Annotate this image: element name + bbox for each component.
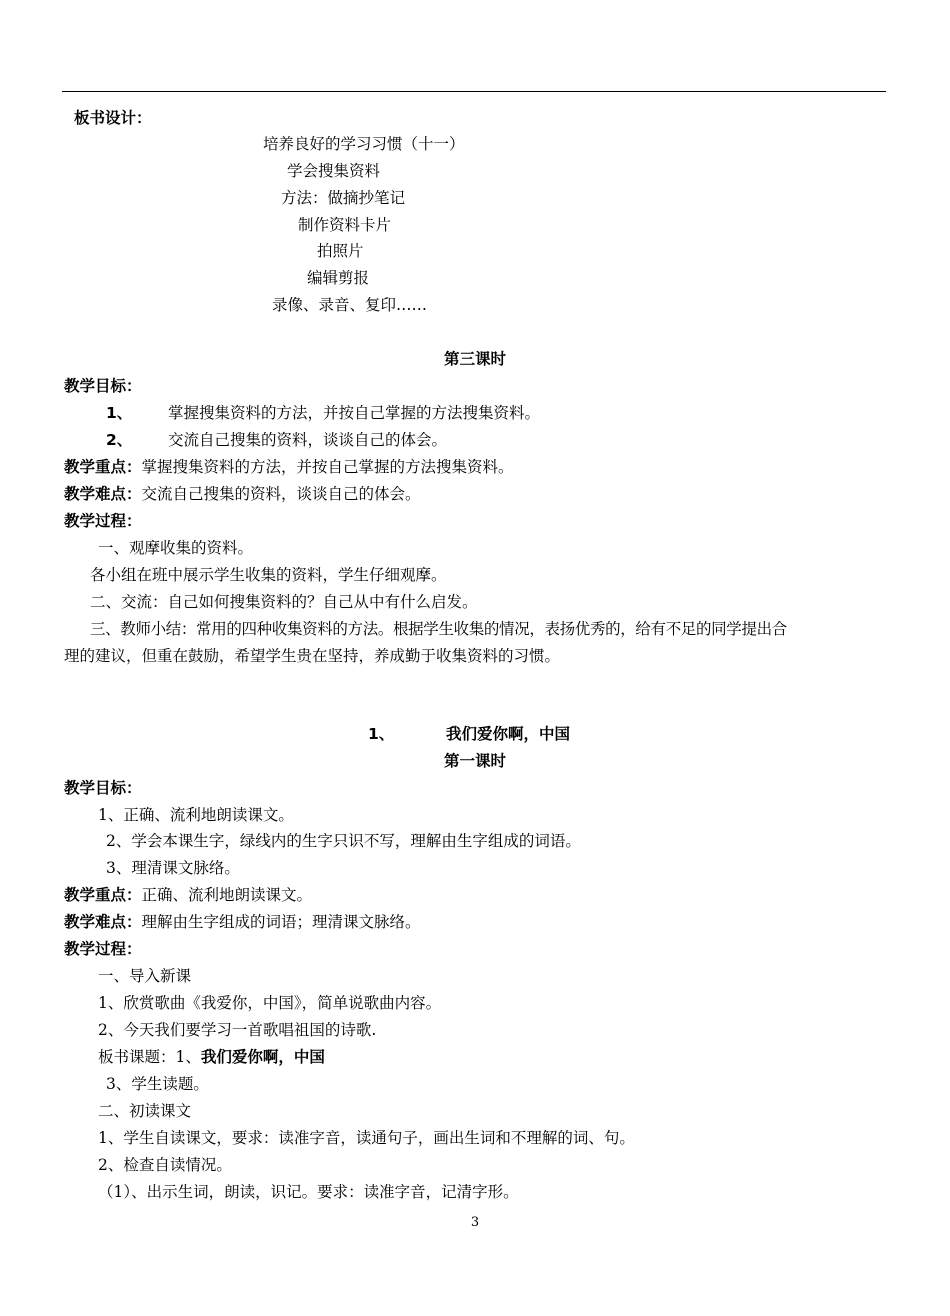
board-heading: 板书设计： (74, 109, 152, 127)
process-label: 教学过程： (64, 512, 142, 530)
page-number: 3 (470, 1215, 480, 1230)
goal-text: 掌握搜集资料的方法，并按自己掌握的方法搜集资料。 (168, 404, 541, 422)
process-label: 教学过程： (64, 940, 142, 958)
process-step: 三、教师小结：常用的四种收集资料的方法。根据学生收集的情况，表扬优秀的，给有不足的同学提出合 (90, 620, 787, 638)
key-text: 掌握搜集资料的方法，并按自己掌握的方法搜集资料。 (141, 458, 514, 476)
goal-item: 2、学会本课生字，绿线内的生字只识不写，理解由生字组成的词语。 (106, 832, 581, 850)
unit-title (368, 724, 570, 744)
unit-title-text: 我们爱你啊，中国 (446, 725, 571, 743)
goal-item: 1、正确、流利地朗读课文。 (98, 806, 294, 824)
goal-number: 1、 (106, 404, 133, 422)
process-step: 1、学生自读课文，要求：读准字音，读通句子，画出生词和不理解的词、句。 (98, 1129, 635, 1147)
goal-text: 交流自己搜集的资料，谈谈自己的体会。 (168, 431, 448, 449)
process-step: 2、今天我们要学习一首歌唱祖国的诗歌. (98, 1021, 377, 1039)
process-step: （1）、出示生词，朗读，识记。要求：读准字音，记清字形。 (98, 1183, 519, 1201)
process-step: 理的建议，但重在鼓励，希望学生贵在坚持，养成勤于收集资料的习惯。 (64, 647, 561, 665)
header-rule (62, 91, 886, 92)
key-label: 教学重点： (64, 886, 142, 904)
process-step: 一、观摩收集的资料。 (98, 539, 254, 557)
board-line: 培养良好的学习习惯（十一） (263, 135, 465, 153)
goal-item (106, 430, 447, 450)
board-title-prefix: 板书课题：1、 (98, 1048, 201, 1066)
process-step: 各小组在班中展示学生收集的资料，学生仔细观摩。 (90, 566, 447, 584)
goals-label: 教学目标： (64, 377, 142, 395)
key-label: 教学重点： (64, 458, 142, 476)
goal-item (106, 403, 540, 423)
board-line: 学会搜集资料 (287, 162, 381, 180)
board-line: 制作资料卡片 (298, 216, 392, 234)
lesson-title: 第三课时 (443, 350, 506, 368)
board-title-line (98, 1047, 325, 1067)
goal-item: 3、理清课文脉络。 (106, 859, 240, 877)
process-step: 3、学生读题。 (106, 1075, 209, 1093)
board-line: 拍照片 (317, 242, 364, 260)
lesson-title: 第一课时 (443, 752, 506, 770)
process-step: 二、初读课文 (98, 1102, 192, 1120)
difficulty (64, 484, 421, 504)
board-title-text: 我们爱你啊，中国 (200, 1048, 325, 1066)
difficulty-text: 理解由生字组成的词语；理清课文脉络。 (141, 913, 421, 931)
key-text: 正确、流利地朗读课文。 (141, 886, 313, 904)
difficulty-label: 教学难点： (64, 485, 142, 503)
board-line: 方法：做摘抄笔记 (281, 189, 406, 207)
process-step: 1、欣赏歌曲《我爱你，中国》，简单说歌曲内容。 (98, 994, 442, 1012)
key-point (64, 885, 312, 905)
process-step: 2、检查自读情况。 (98, 1156, 232, 1174)
process-step: 二、交流：自己如何搜集资料的？自己从中有什么启发。 (90, 593, 478, 611)
difficulty-label: 教学难点： (64, 913, 142, 931)
goal-number: 2、 (106, 431, 133, 449)
difficulty (64, 912, 421, 932)
unit-number: 1、 (368, 725, 395, 743)
goals-label: 教学目标： (64, 779, 142, 797)
process-step: 一、导入新课 (98, 967, 192, 985)
key-point (64, 457, 514, 477)
board-line: 录像、录音、复印…… (272, 296, 428, 314)
difficulty-text: 交流自己搜集的资料，谈谈自己的体会。 (141, 485, 421, 503)
board-line: 编辑剪报 (307, 269, 370, 287)
